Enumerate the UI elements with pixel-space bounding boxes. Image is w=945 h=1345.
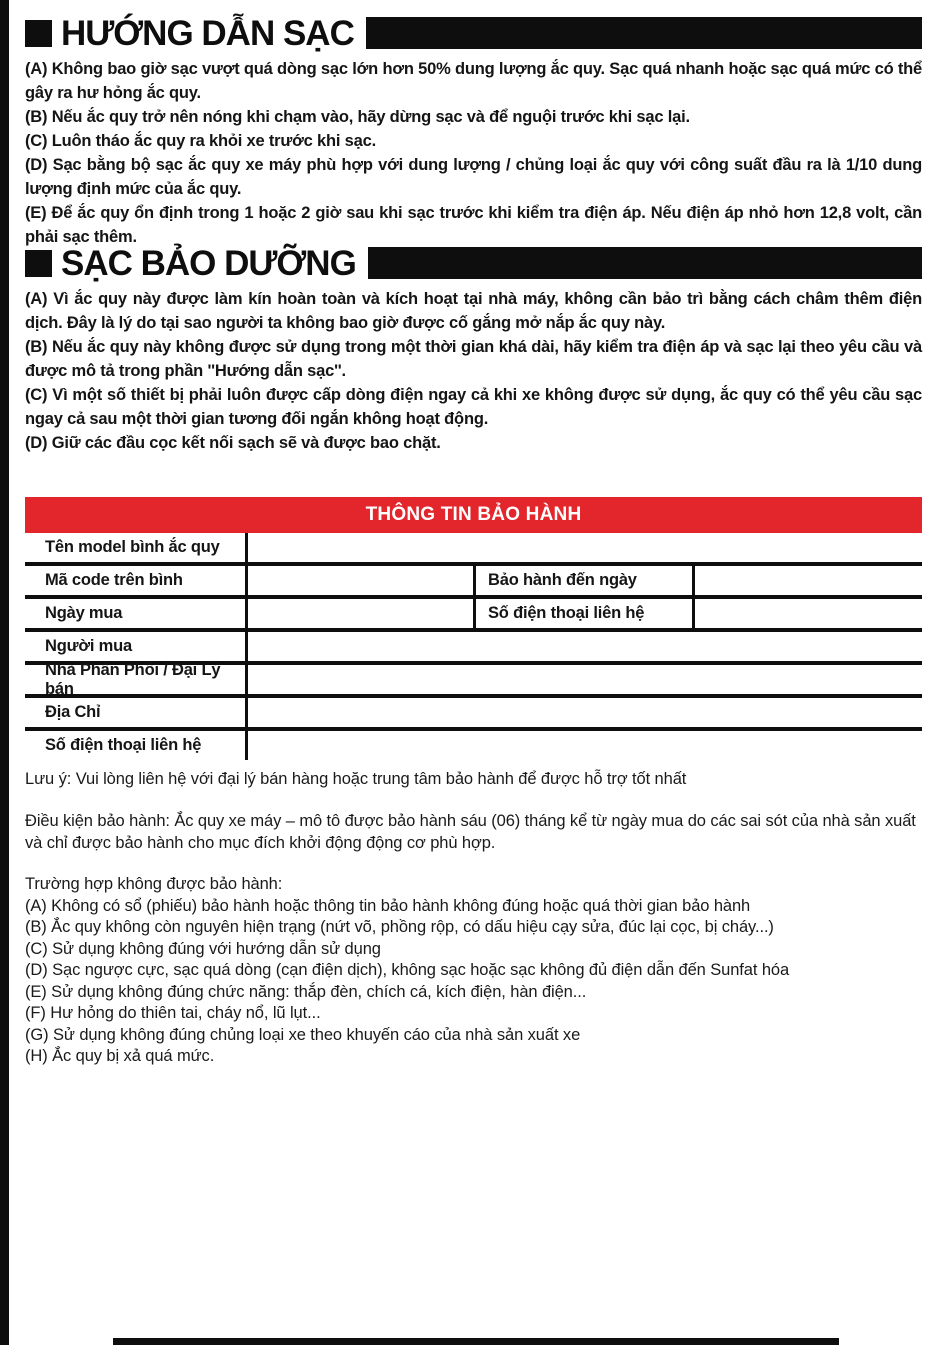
table-row-label: Tên model bình ắc quy [25, 533, 248, 562]
page-left-border [0, 0, 9, 1345]
table-row [25, 533, 922, 566]
black-square-marker-icon [25, 250, 52, 277]
exclusion-item: (B) Ắc quy không còn nguyên hiện trạng (nứt võ, phồng rộp, có dấu hiệu cạy sửa, đúc lại cọc, bị cháy...) [25, 918, 774, 936]
table-row-label: Số điện thoại liên hệ [25, 731, 248, 760]
warranty-table-header: THÔNG TIN BẢO HÀNH [25, 497, 922, 533]
exclusion-item: (C) Sử dụng không đúng với hướng dẫn sử dụng [25, 939, 381, 958]
table-row [25, 566, 922, 599]
support-note: Lưu ý: Vui lòng liên hệ với đại lý bán hàng hoặc trung tâm bảo hành để được hỗ trợ tốt nhất [25, 770, 687, 788]
section-header [25, 243, 922, 283]
table-cell-empty [248, 632, 922, 661]
exclusion-item: (G) Sử dụng không đúng chủng loại xe theo khuyến cáo của nhà sản xuất xe [25, 1025, 581, 1044]
warranty-exclusions [25, 874, 922, 1068]
section-title-bar [368, 247, 922, 279]
instruction-item: (C) Vì một số thiết bị phải luôn được cấp dòng điện ngay cả khi xe không được sử dụng, ắc quy có thể yêu cầu sạc ngay cả sau một thời gian tương đối ngắn không hoạt động. [25, 386, 922, 428]
instruction-item: (C) Luôn tháo ắc quy ra khỏi xe trước khi sạc. [25, 132, 376, 150]
section-maintenance-charging [25, 243, 922, 455]
section-charging-instructions [25, 13, 922, 249]
section-title: HƯỚNG DẪN SẠC [61, 13, 354, 53]
instruction-item: (A) Không bao giờ sạc vượt quá dòng sạc lớn hơn 50% dung lượng ắc quy. Sạc quá nhanh hoặc sạc quá mức có thể gây ra hư hỏng ắc quy. [25, 60, 922, 102]
table-row-label: Mã code trên bình [25, 566, 248, 595]
section-header [25, 13, 922, 53]
table-cell-empty [248, 698, 922, 727]
table-cell-empty [248, 599, 473, 628]
table-row [25, 660, 922, 698]
table-row [25, 731, 922, 760]
table-row-label: Bảo hành đến ngày [473, 566, 695, 595]
exclusion-item: (H) Ắc quy bị xả quá mức. [25, 1047, 215, 1065]
table-cell-empty [695, 599, 922, 628]
exclusion-item: (A) Không có sổ (phiếu) bảo hành hoặc thông tin bảo hành không đúng hoặc quá thời gian bảo hành [25, 896, 751, 915]
section-body [25, 57, 922, 249]
table-row-label: Số điện thoại liên hệ [473, 599, 695, 628]
instruction-item: (B) Nếu ắc quy này không được sử dụng trong một thời gian khá dài, hãy kiểm tra điện áp và sạc lại theo yêu cầu và được mô tả trong phần ''Hướng dẫn sạc''. [25, 338, 922, 380]
table-cell-empty [248, 665, 922, 694]
table-row-label: Nhà Phân Phối / Đại Lý bán [25, 665, 248, 694]
table-row [25, 698, 922, 731]
instruction-item: (D) Giữ các đầu cọc kết nối sạch sẽ và được bao chặt. [25, 434, 441, 452]
instruction-item: (D) Sạc bằng bộ sạc ắc quy xe máy phù hợp với dung lượng / chủng loại ắc quy với công suất đầu ra là 1/10 dung lượng định mức của ắc quy. [25, 156, 922, 198]
table-cell-empty [248, 566, 473, 595]
table-row-label: Người mua [25, 632, 248, 661]
table-row [25, 599, 922, 632]
instruction-item: (E) Để ắc quy ổn định trong 1 hoặc 2 giờ sau khi sạc trước khi kiểm tra điện áp. Nếu điện áp nhỏ hơn 12,8 volt, cần phải sạc thêm. [25, 204, 922, 246]
warranty-table [25, 497, 922, 760]
section-title-bar [366, 17, 922, 49]
exclusions-title: Trường hợp không được bảo hành: [25, 875, 283, 893]
table-cell-empty [248, 533, 922, 562]
black-square-marker-icon [25, 20, 52, 47]
exclusion-item: (E) Sử dụng không đúng chức năng: thắp đèn, chích cá, kích điện, hàn điện... [25, 982, 587, 1001]
table-row-label: Ngày mua [25, 599, 248, 628]
table-cell-empty [695, 566, 922, 595]
section-body [25, 287, 922, 455]
section-title: SẠC BẢO DƯỠNG [61, 243, 356, 283]
warranty-notes [25, 768, 922, 1068]
table-cell-empty [248, 731, 922, 760]
exclusion-item: (F) Hư hỏng do thiên tai, cháy nổ, lũ lụt... [25, 1004, 321, 1022]
warranty-conditions: Điều kiện bảo hành: Ắc quy xe máy – mô tô được bảo hành sáu (06) tháng kể từ ngày mua do các sai sót của nhà sản xuất và chỉ được bảo hành cho mục đích khởi động động cơ phù hợp. [25, 812, 916, 852]
table-row-label: Địa Chỉ [25, 698, 248, 727]
exclusion-item: (D) Sạc ngược cực, sạc quá dòng (cạn điện dịch), không sạc hoặc sạc không đủ điện dẫn đến Sunfat hóa [25, 961, 790, 979]
instruction-item: (B) Nếu ắc quy trở nên nóng khi chạm vào, hãy dừng sạc và để nguội trước khi sạc lại. [25, 108, 690, 126]
page-bottom-border [113, 1338, 839, 1345]
instruction-item: (A) Vì ắc quy này được làm kín hoàn toàn và kích hoạt tại nhà máy, không cần bảo trì bằng cách châm thêm điện dịch. Đây là lý do tại sao người ta không bao giờ được cố gắng mở nắp ắc quy này. [25, 290, 922, 332]
